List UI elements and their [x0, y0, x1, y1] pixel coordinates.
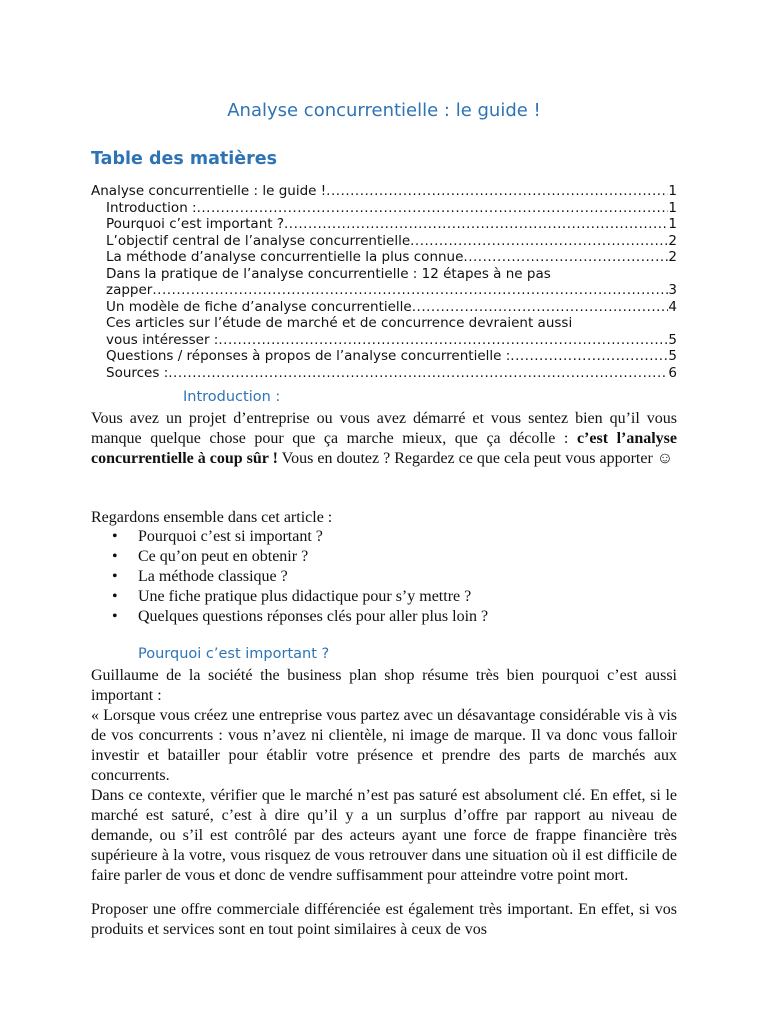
- section-heading-introduction: Introduction :: [183, 389, 281, 405]
- toc-entry[interactable]: Pourquoi c’est important ? ..... 1: [91, 216, 677, 233]
- toc-entry[interactable]: L’objectif central de l’analyse concurrentielle ..... 2: [91, 233, 677, 250]
- toc-entry[interactable]: Dans la pratique de l’analyse concurrentielle : 12 étapes à ne pas zapper ..... 3: [91, 266, 677, 299]
- importance-paragraph-4: Proposer une offre commerciale différenciée est également très important. En effet, si vos produits et services sont en tout point similaires à ceux de vos: [91, 901, 677, 938]
- document-title: Analyse concurrentielle : le guide !: [227, 100, 541, 121]
- intro-list-lead: Regardons ensemble dans cet article :: [91, 509, 333, 526]
- toc-entry[interactable]: Sources : ..... 6: [91, 365, 677, 382]
- table-of-contents: [91, 183, 677, 381]
- toc-entry[interactable]: Introduction : ..... 1: [91, 200, 677, 217]
- toc-entry[interactable]: Questions / réponses à propos de l’analyse concurrentielle : ..... 5: [91, 348, 677, 365]
- intro-paragraph: Vous avez un projet d’entreprise ou vous avez démarré et vous sentez bien qu’il vous manque quelque chose pour que ça marche mieux, que ça décolle : c’est l’analyse concurrentielle à coup sûr ! Vous en doutez ? Regardez ce que cela peut vous apporter ☺: [91, 410, 678, 467]
- toc-entry[interactable]: La méthode d’analyse concurrentielle la plus connue ..... 2: [91, 249, 677, 266]
- list-item: • Ce qu’on peut en obtenir ?: [112, 547, 488, 567]
- importance-paragraph-2: « Lorsque vous créez une entreprise vous partez avec un désavantage considérable vis à vis de vos concurrents : vous n’avez ni clientèle, ni image de marque. Il va donc vous falloir investir et batailler pour établir votre présence et prendre des parts de marchés aux concurrents.: [91, 707, 677, 784]
- list-item: • Pourquoi c’est si important ?: [112, 527, 488, 547]
- list-item: • Quelques questions réponses clés pour aller plus loin ?: [112, 607, 488, 627]
- toc-heading: Table des matières: [91, 149, 278, 169]
- intro-bullet-list: [112, 527, 488, 627]
- importance-paragraph-1: Guillaume de la société the business plan shop résume très bien pourquoi c’est aussi important :: [91, 667, 677, 704]
- section-heading-importance: Pourquoi c’est important ?: [138, 646, 330, 662]
- importance-paragraph-3: Dans ce contexte, vérifier que le marché n’est pas saturé est absolument clé. En effet, si le marché est saturé, c’est à dire qu’il y a un surplus d’offre par rapport au niveau de demande, ou s’il est contrôlé par des acteurs ayant une force de frappe financière très supérieure à la votre, vous risquez de vous retrouver dans une situation où il est difficile de faire parler de vous et donc de vendre suffisamment pour atteindre votre point mort.: [91, 787, 677, 884]
- toc-entry[interactable]: Un modèle de fiche d’analyse concurrentielle ..... 4: [91, 299, 677, 316]
- toc-entry[interactable]: Analyse concurrentielle : le guide ! ..... 1: [91, 183, 677, 200]
- list-item: • La méthode classique ?: [112, 567, 488, 587]
- list-item: • Une fiche pratique plus didactique pour s’y mettre ?: [112, 587, 488, 607]
- toc-entry[interactable]: Ces articles sur l’étude de marché et de concurrence devraient aussi vous intéresser : ..... 5: [91, 315, 677, 348]
